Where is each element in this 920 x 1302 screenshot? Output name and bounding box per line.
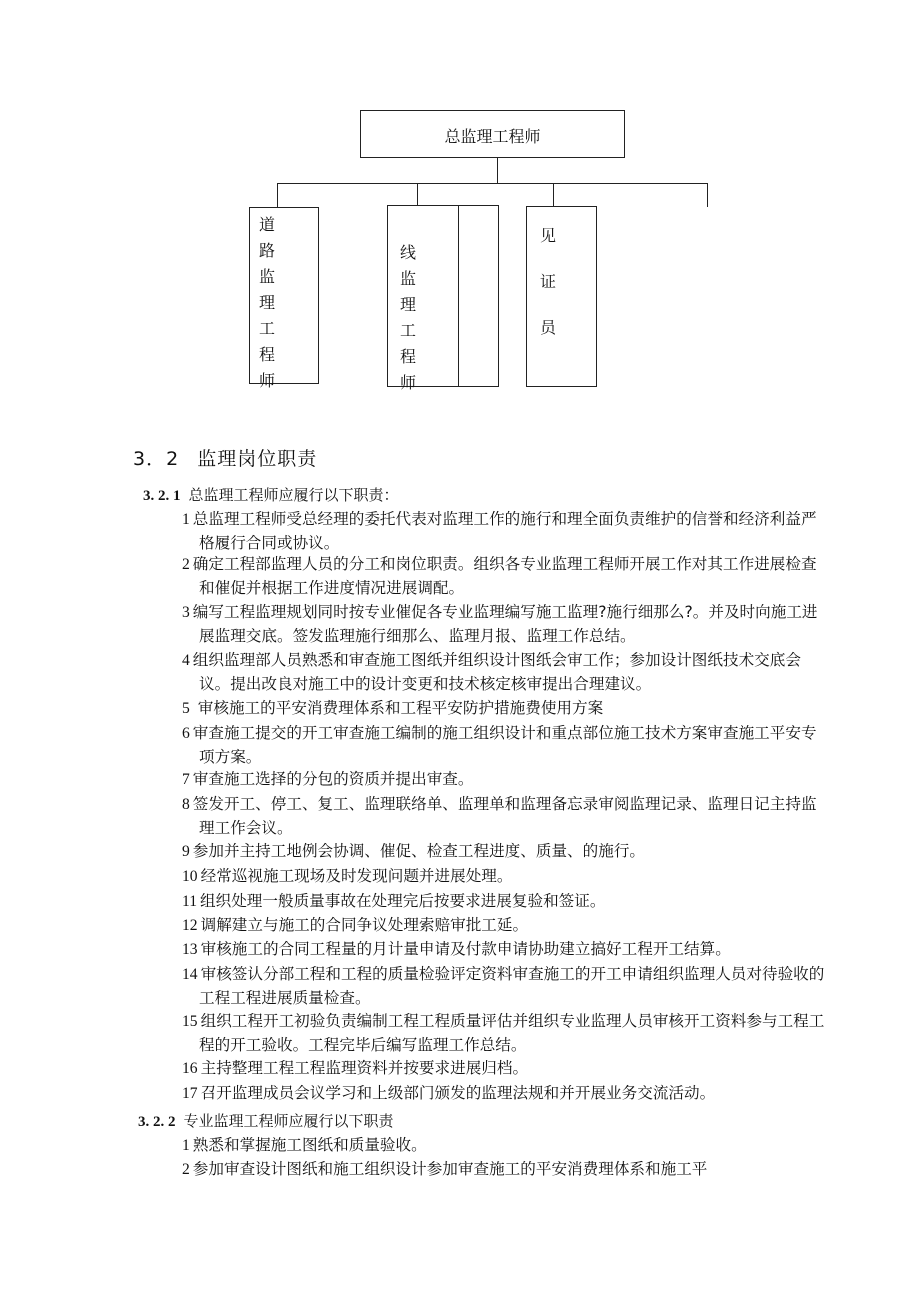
- duty-item: [182, 697, 832, 721]
- witness-label: 见证员: [539, 226, 556, 337]
- duty-item: [182, 840, 832, 864]
- connector-drop-2: [417, 183, 418, 206]
- duty-item: [182, 508, 832, 554]
- duty-item-number: 1: [182, 511, 190, 528]
- duty-item-number: 8: [182, 796, 190, 813]
- duty-item: [182, 553, 832, 599]
- duty-item-text: 调解建立与施工的合同争议处理索赔审批工延。: [200, 916, 529, 934]
- subsection-2-title: 专业监理工程师应履行以下职责: [183, 1112, 394, 1130]
- line-engineer-box: [387, 205, 499, 392]
- duty-item-number: 5: [182, 700, 190, 717]
- org-chart: [0, 0, 920, 400]
- duty-item-text: 参加审查设计图纸和施工组织设计参加审查施工的平安消费理体系和施工平: [192, 1160, 708, 1178]
- duty-item-text: 确定工程部监理人员的分工和岗位职责。组织各专业监理工程师开展工作对其工作进展检查和催促并根据工作进度情况进展调配。: [192, 555, 817, 597]
- duty-item-text: 经常巡视施工现场及时发现问题并进展处理。: [200, 867, 513, 885]
- duty-item-text: 审查施工提交的开工审查施工编制的施工组织设计和重点部位施工技术方案审查施工平安专项方案。: [192, 724, 817, 766]
- duty-item-text: 签发开工、停工、复工、监理联络单、监理单和监理备忘录审阅监理记录、监理日记主持监理工作会议。: [192, 795, 817, 837]
- duty-item: [182, 793, 832, 839]
- duty-item-number: 16: [182, 1060, 198, 1077]
- connector-drop-3: [553, 183, 554, 206]
- duty-item-text: 召开监理成员会议学习和上级部门颁发的监理法规和并开展业务交流活动。: [200, 1084, 716, 1102]
- duty-item: [182, 865, 832, 889]
- duty-item: [182, 1134, 832, 1158]
- duty-item: [182, 963, 832, 1009]
- duty-item-number: 11: [182, 893, 198, 910]
- connector-horizontal: [277, 183, 708, 184]
- line-engineer-box-divider: [458, 206, 459, 386]
- road-engineer-box: [249, 207, 319, 390]
- subsection-1-number: 3. 2. 1: [143, 488, 181, 504]
- duty-item: [182, 601, 832, 647]
- duty-item-text: 审查施工选择的分包的资质并提出审查。: [192, 770, 474, 788]
- connector-drop-4: [707, 183, 708, 207]
- road-engineer-label: 道路监理工程师: [258, 215, 275, 390]
- section-heading: [133, 444, 317, 471]
- duty-item-number: 12: [182, 917, 198, 934]
- duty-item-number: 13: [182, 941, 198, 958]
- duty-item: [182, 649, 832, 695]
- duty-item-number: 10: [182, 868, 198, 885]
- duty-item-number: 1: [182, 1137, 190, 1154]
- duty-item-text: 审核施工的合同工程量的月计量申请及付款申请协助建立搞好工程开工结算。: [200, 940, 731, 958]
- witness-box: [526, 206, 597, 387]
- duty-item: [182, 768, 832, 792]
- line-engineer-label: 线监理工程师: [399, 243, 416, 392]
- duty-item-number: 7: [182, 771, 190, 788]
- chief-engineer-box: [360, 110, 625, 158]
- duty-item-number: 14: [182, 966, 198, 983]
- duty-item: [182, 1010, 832, 1056]
- duty-item-text: 总监理工程师受总经理的委托代表对监理工作的施行和理全面负责维护的信誉和经济利益严格履行合同或协议。: [192, 510, 817, 552]
- duty-item-text: 主持整理工程工程监理资料并按要求进展归档。: [200, 1059, 529, 1077]
- subsection-1-title: 总监理工程师应履行以下职责：: [188, 486, 399, 504]
- duty-item-number: 9: [182, 843, 190, 860]
- duty-item-text: 组织处理一般质量事故在处理完后按要求进展复验和签证。: [200, 892, 606, 910]
- section-number: 3．2: [133, 448, 180, 470]
- duty-item-number: 2: [182, 556, 190, 573]
- duty-item-text: 组织工程开工初验负责编制工程工程质量评估并组织专业监理人员审核开工资料参与工程工程的开工验收。工程完毕后编写监理工作总结。: [199, 1012, 825, 1054]
- duty-item: [182, 1057, 832, 1081]
- duty-item-text: 组织监理部人员熟悉和审查施工图纸并组织设计图纸会审工作；参加设计图纸技术交底会议。提出改良对施工中的设计变更和技术核定核审提出合理建议。: [192, 651, 801, 693]
- duty-item-number: 15: [182, 1013, 198, 1030]
- chief-engineer-label: 总监理工程师: [444, 127, 541, 146]
- duty-item-number: 2: [182, 1161, 190, 1178]
- subsection-1-heading: [143, 484, 399, 505]
- subsection-2-number: 3. 2. 2: [138, 1114, 176, 1130]
- duty-item-text: 参加并主持工地例会协调、催促、检查工程进度、质量、的施行。: [192, 842, 646, 860]
- duty-item-number: 4: [182, 652, 190, 669]
- duty-item-number: 6: [182, 725, 190, 742]
- duty-item: [182, 914, 832, 938]
- duty-item-text: 熟悉和掌握施工图纸和质量验收。: [192, 1136, 427, 1154]
- subsection-2-heading: [138, 1110, 394, 1131]
- duty-item-number: 3: [182, 604, 190, 621]
- connector-drop-1: [277, 183, 278, 208]
- connector-trunk: [497, 158, 498, 183]
- duty-item-number: 17: [182, 1085, 198, 1102]
- duty-item: [182, 890, 832, 914]
- duty-item: [182, 1082, 832, 1106]
- duty-item: [182, 938, 832, 962]
- duty-item: [182, 1158, 832, 1182]
- section-title: 监理岗位职责: [197, 448, 318, 470]
- duty-item-text: 审核施工的平安消费理体系和工程平安防护措施费使用方案: [192, 699, 604, 717]
- duty-item-text: 编写工程监理规划同时按专业催促各专业监理编写施工监理?施行细那么?。并及时向施工进展监理交底。签发监理施行细那么、监理月报、监理工作总结。: [192, 603, 818, 645]
- duty-item: [182, 722, 832, 768]
- duty-item-text: 审核签认分部工程和工程的质量检验评定资料审查施工的开工申请组织监理人员对待验收的工程工程进展质量检查。: [199, 965, 825, 1007]
